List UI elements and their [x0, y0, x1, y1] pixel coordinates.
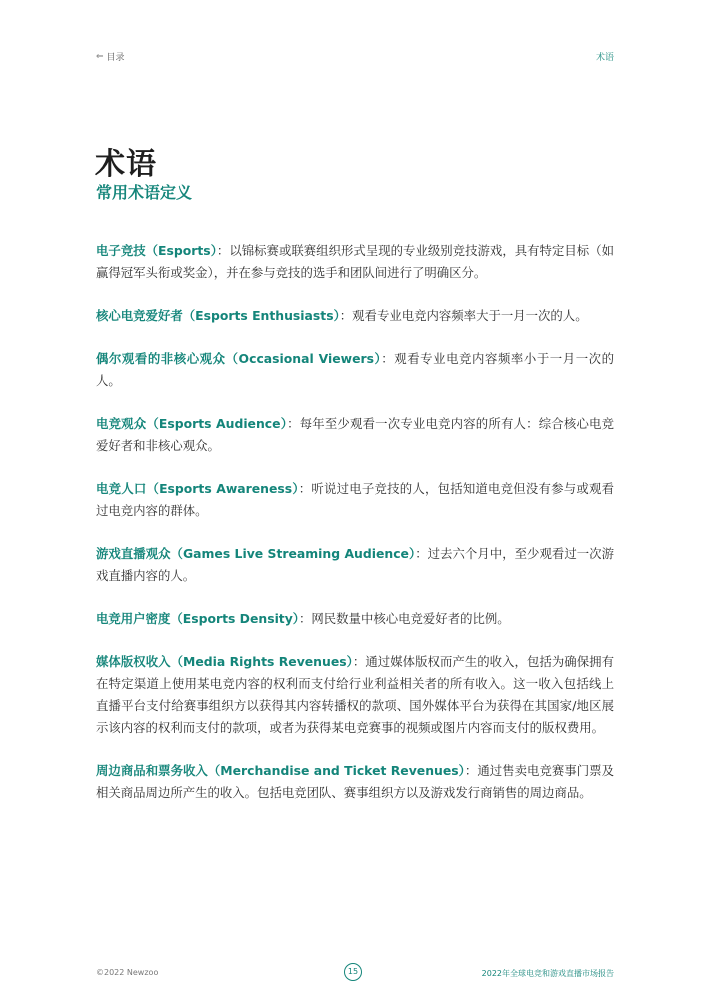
- term-definition: ：过去六个月中，至少观看过一次游戏直播内容的人。: [96, 546, 614, 583]
- toc-back-label: 目录: [106, 53, 125, 63]
- term-definition: ：通过售卖电竞赛事门票及相关商品周边所产生的收入。包括电竞团队、赛事组织方以及游戏发行商销售的周边商品。: [96, 763, 615, 800]
- term-item: [96, 240, 614, 284]
- footer-report-title: 2022年全球电竞和游戏直播市场报告: [481, 969, 614, 978]
- term-definition: ：以锦标赛或联赛组织形式呈现的专业级别竞技游戏，具有特定目标（如赢得冠军头衔或奖金），并在参与竞技的选手和团队间进行了明确区分。: [96, 243, 614, 280]
- page-title: 术语: [95, 147, 157, 182]
- term-item: [96, 305, 614, 327]
- term-list: [96, 240, 614, 804]
- term-item: [96, 478, 614, 522]
- term-name: 电竞人口（Esports Awareness）: [96, 481, 299, 496]
- page-subtitle: 常用术语定义: [96, 183, 193, 202]
- term-definition: ：观看专业电竞内容频率小于一月一次的人。: [96, 351, 615, 388]
- term-definition: ：通过媒体版权而产生的收入，包括为确保拥有在特定渠道上使用某电竞内容的权利而支付给行业利益相关者的所有收入。这一收入包括线上直播平台支付给赛事组织方以获得其内容转播权的款项、国外媒体平台为获得在其国家/地区展示该内容的权利而支付的款项，或者为获得某电竞赛事的视频或图片内容而支付的版权费用。: [96, 654, 615, 735]
- toc-back-link[interactable]: [96, 50, 125, 63]
- term-definition: ：听说过电子竞技的人，包括知道电竞但没有参与或观看过电竞内容的群体。: [96, 481, 614, 518]
- term-item: [96, 608, 614, 630]
- term-name: 核心电竞爱好者（Esports Enthusiasts）: [96, 308, 340, 323]
- term-name: 电子竞技（Esports）: [96, 243, 217, 258]
- section-label: 术语: [595, 53, 614, 63]
- term-item: [96, 760, 614, 804]
- term-name: 媒体版权收入（Media Rights Revenues）: [96, 654, 353, 669]
- term-item: [96, 543, 614, 587]
- term-definition: ：网民数量中核心电竞爱好者的比例。: [299, 611, 510, 626]
- term-name: 周边商品和票务收入（Merchandise and Ticket Revenues）: [96, 763, 465, 778]
- term-name: 游戏直播观众（Games Live Streaming Audience）: [96, 546, 416, 561]
- back-arrow-icon: ⇐: [96, 51, 104, 62]
- footer-copyright: ©2022 Newzoo: [96, 968, 159, 977]
- term-definition: ：每年至少观看一次专业电竞内容的所有人：综合核心电竞爱好者和非核心观众。: [96, 416, 615, 453]
- term-name: 电竞用户密度（Esports Density）: [96, 611, 300, 626]
- term-definition: ：观看专业电竞内容频率大于一月一次的人。: [339, 308, 588, 323]
- term-name: 偶尔观看的非核心观众（Occasional Viewers）: [96, 351, 382, 366]
- term-name: 电竞观众（Esports Audience）: [96, 416, 288, 431]
- page-number: 15: [344, 963, 362, 981]
- term-item: [96, 651, 614, 739]
- term-item: [96, 413, 614, 457]
- term-item: [96, 348, 614, 392]
